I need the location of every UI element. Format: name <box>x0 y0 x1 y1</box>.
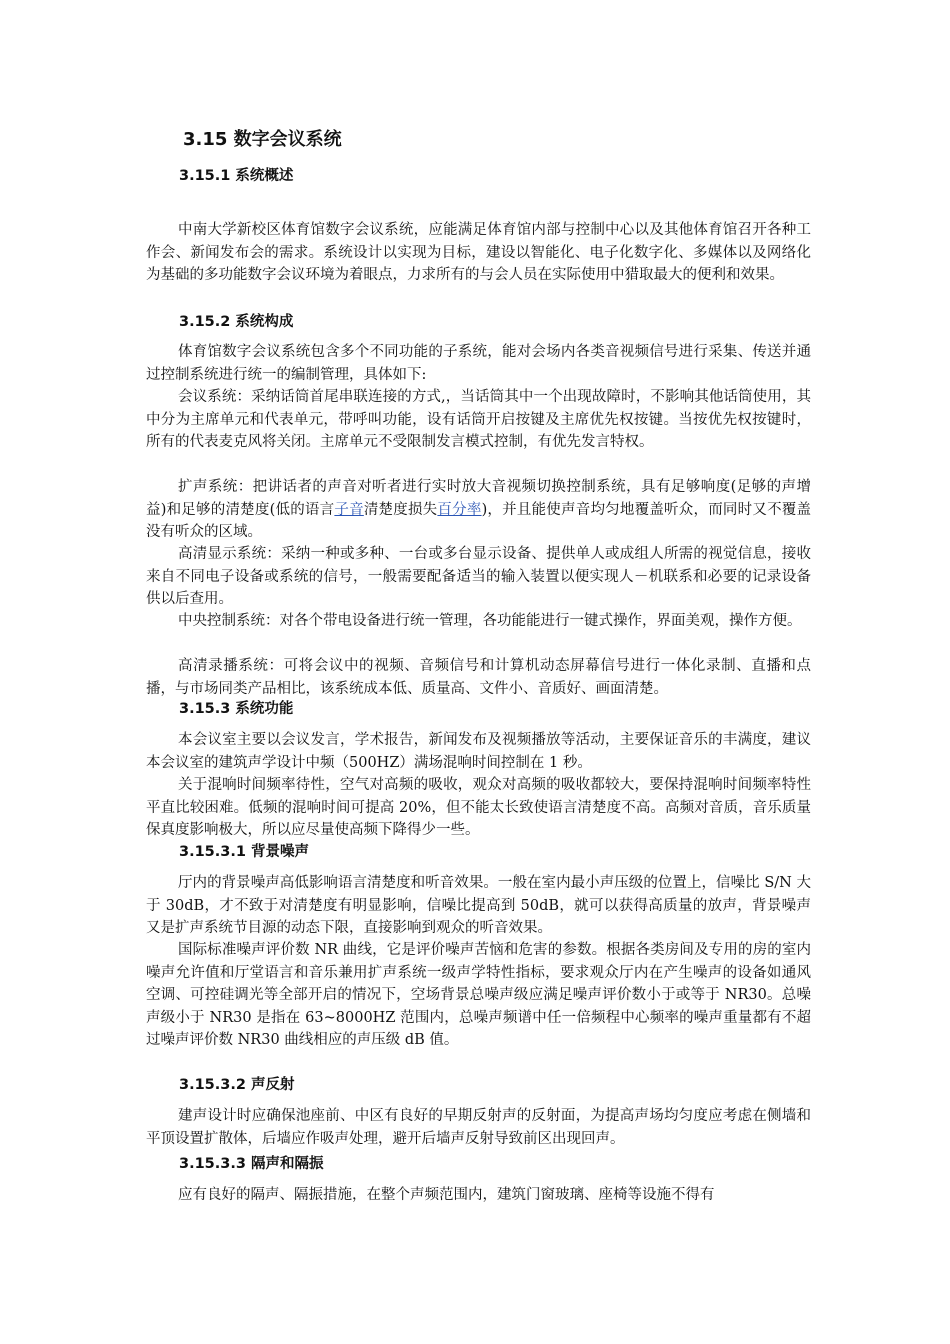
paragraph-noise-2: 国际标准噪声评价数 NR 曲线，它是评价噪声苦恼和危害的参数。根据各类房间及专用的房的室内噪声允许值和厅堂语言和音乐兼用扩声系统一级声学特性指标，要求观众厅内在产生噪声的设备如通风空调、可控硅调光等全部开启的情况下，空场背景总噪声级应满足噪声评价数小于或等于 NR30。总噪声级小于 NR30 是指在 63~8000HZ 范围内，总噪声频谱中任一倍频程中心频率的噪声重量都有不超过噪声评价数 NR30 曲线相应的声压级 dB 值。 <box>146 942 811 1049</box>
paragraph-overview: 中南大学新校区体育馆数字会议系统，应能满足体育馆内部与控制中心以及其他体育馆召开各种工作会、新闻发布会的需求。系统设计以实现为目标，建设以智能化、电子化数字化、多媒体以及网络化为基础的多功能数字会议环境为着眼点，力求所有的与会人员在实际使用中猎取最大的便利和效果。 <box>146 222 811 284</box>
paragraph-meeting-system: 会议系统：采纳话筒首尾串联连接的方式,，当话筒其中一个出现故障时，不影响其他话筒使用，其中分为主席单元和代表单元，带呼叫功能，设有话筒开启按键及主席优先权按键。当按优先权按键时，所有的代表麦克风将关闭。主席单元不受限制发言模式控制，有优先发言特权。 <box>146 389 811 451</box>
paragraph-composition-intro: 体育馆数字会议系统包含多个不同功能的子系统，能对会场内各类音视频信号进行采集、传送并通过控制系统进行统一的编制管理，具体如下: <box>146 344 811 383</box>
paragraph-control-system: 中央控制系统：对各个带电设备进行统一管理，各功能能进行一键式操作，界面美观，操作方便。 <box>178 613 802 629</box>
heading-sound-reflection: 3.15.3.2 声反射 <box>179 1077 295 1093</box>
link-consonant[interactable]: 子音 <box>334 501 364 518</box>
pa-text-c: )，并且能使声音均匀地覆盖听众，而同时又不覆盖没有听众的区域。 <box>146 501 812 541</box>
paragraph-functions-2: 关于混响时间频率待性，空气对高频的吸收，观众对高频的吸收都较大，要保持混响时间频率特性平直比较困难。低频的混响时间可提高 20%，但不能太长致使语言清楚度不高。高频对音质，音乐质量保真度影响极大，所以应尽量使高频下降得少一些。 <box>146 777 811 839</box>
paragraph-recording-system: 高清录播系统：可将会议中的视频、音频信号和计算机动态屏幕信号进行一体化录制、直播和点播，与市场同类产品相比，该系统成本低、质量高、文件小、音质好、画面清楚。 <box>146 658 811 697</box>
paragraph-noise-1: 厅内的背景噪声高低影响语言清楚度和听音效果。一般在室内最小声压级的位置上，信噪比 S/N 大于 30dB，才不致于对清楚度有明显影响，信噪比提高到 50dB，就可以获得高质量的放声，背景噪声又是扩声系统节目源的动态下限，直接影响到观众的听音效果。 <box>146 875 811 937</box>
paragraph-reflection: 建声设计时应确保池座前、中区有良好的早期反射声的反射面，为提高声场均匀度应考虑在侧墙和平顶设置扩散体，后墙应作吸声处理，避开后墙声反射导致前区出现回声。 <box>146 1108 811 1147</box>
heading-functions: 3.15.3 系统功能 <box>179 701 294 717</box>
heading-overview: 3.15.1 系统概述 <box>179 168 294 184</box>
paragraph-pa-system <box>146 476 811 544</box>
paragraph-isolation: 应有良好的隔声、隔振措施，在整个声频范围内，建筑门窗玻璃、座椅等设施不得有 <box>178 1187 715 1203</box>
heading-isolation: 3.15.3.3 隔声和隔振 <box>179 1156 324 1172</box>
pa-text-b: 清楚度损失 <box>363 501 438 518</box>
link-percentage[interactable]: 百分率 <box>437 501 482 518</box>
heading-composition: 3.15.2 系统构成 <box>179 314 294 330</box>
paragraph-display-system: 高清显示系统：采纳一种或多种、一台或多台显示设备、提供单人或成组人所需的视觉信息，接收来自不同电子设备或系统的信号，一般需要配备适当的输入装置以便实现人－机联系和必要的记录设备供以后查用。 <box>146 546 811 608</box>
section-title: 3.15 数字会议系统 <box>183 129 342 150</box>
paragraph-functions-1: 本会议室主要以会议发言，学术报告，新闻发布及视频播放等活动，主要保证音乐的丰满度，建议本会议室的建筑声学设计中频（500HZ）满场混响时间控制在 1 秒。 <box>146 732 811 771</box>
pa-text-a: 扩声系统：把讲话者的声音对听者进行实时放大音视频切换控制系统，具有足够响度(足够的声增益)和足够的清楚度(低的语言 <box>146 479 811 518</box>
heading-background-noise: 3.15.3.1 背景噪声 <box>179 844 310 860</box>
